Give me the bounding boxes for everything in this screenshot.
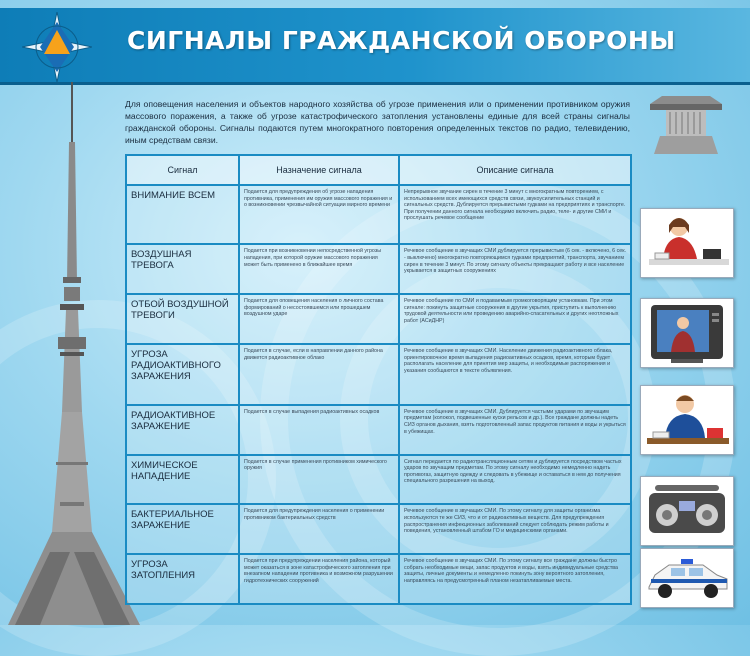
- table-row: [126, 504, 631, 554]
- table-header-row: [126, 155, 631, 185]
- radio-icon: [641, 477, 733, 545]
- official-at-desk-image: [640, 385, 734, 455]
- table-row: [126, 455, 631, 505]
- signal-description: Речевое сообщение по СМИ и подаваемым громкоговорящим установкам. При этом сигнале: покинуть защитные сооружения в другие укрытия, приступить к выполнению трудовой деятельности или проведению аварийно-спасательных и других неотложных работ (АСиДНР): [399, 294, 631, 344]
- signal-description: Сигнал передается по радиотрансляционным сетям и дублируется посредством частых ударов по звучащим предметам. По этому сигналу необходимо немедленно надеть противогаз, защитную одежду и следовать в убежище и оставаться в нем до получения специального разрешения на выход.: [399, 455, 631, 505]
- intro-paragraph: Для оповещения населения и объектов народного хозяйства об угрозе применения или о применении противником оружия массового поражения, а также об угрозе катастрофического затопления установлены единые для всей страны сигналы гражданской обороны. Сигналы подаются путем многократного повторения определенных текстов по радио, телевидению, иным средствам связи.: [125, 99, 630, 145]
- officer-icon: [641, 386, 733, 454]
- signal-name: УГРОЗА ЗАТОПЛЕНИЯ: [126, 554, 239, 604]
- signal-description: Речевое сообщение в звучащих СМИ. По этому сигналу все граждане должны быстро собрать необходимые вещи, запас продуктов и воды, взять индивидуальные средства защиты, личные документы и немедленно покинуть зону вероятного затопления, направляясь на предусмотренный планом незатапливаемые места.: [399, 554, 631, 604]
- signal-name: УГРОЗА РАДИОАКТИВНОГО ЗАРАЖЕНИЯ: [126, 344, 239, 405]
- signal-purpose: Подается для предупреждения об угрозе нападения противника, применения им оружия массового поражения и о возникновении чрезвычайной ситуации мирного времени: [239, 185, 399, 244]
- signal-name: РАДИОАКТИВНОЕ ЗАРАЖЕНИЕ: [126, 405, 239, 455]
- tv-icon: [641, 299, 733, 367]
- column-header-description: Описание сигнала: [399, 155, 631, 185]
- table-row: [126, 405, 631, 455]
- signal-purpose: Подается в случае выпадения радиоактивных осадков: [239, 405, 399, 455]
- signal-description: Непрерывное звучание сирен в течение 3 минут с многократным повторением, с использованием всех имеющихся средств связи, звукоусилительных станций и сигнальных средств. Дублируется прерывистыми гудками на предприятиях и транспорте. При получении данного сигнала необходимо включить радио, теле- и другие СМИ и прослушать речевое сообщение: [399, 185, 631, 244]
- signal-name: ВНИМАНИЕ ВСЕМ: [126, 185, 239, 244]
- page-title: СИГНАЛЫ ГРАЖДАНСКОЙ ОБОРОНЫ: [127, 26, 676, 55]
- table-row: [126, 244, 631, 294]
- signal-purpose: Подается для предупреждения населения о применении противником бактериальных средств: [239, 504, 399, 554]
- table-row: [126, 294, 631, 344]
- signal-name: БАКТЕРИАЛЬНОЕ ЗАРАЖЕНИЕ: [126, 504, 239, 554]
- signal-description: Речевое сообщение в звучащих СМИ. По этому сигналу для защиты организма используются те же СИЗ, что и от радиоактивных веществ. Для предупреждения распространения инфекционных заболеваний следует соблюдать режим работы и поведения, установленный штабом ГО и медицинскими органами.: [399, 504, 631, 554]
- radio-image: [640, 476, 734, 546]
- column-header-signal: Сигнал: [126, 155, 239, 185]
- police-car-icon: [641, 549, 733, 607]
- signal-name: ХИМИЧЕСКОЕ НАПАДЕНИЕ: [126, 455, 239, 505]
- table-row: [126, 554, 631, 604]
- signal-name: ОТБОЙ ВОЗДУШНОЙ ТРЕВОГИ: [126, 294, 239, 344]
- signal-description: Речевое сообщение в звучащих СМИ. Дублируется частыми ударами по звучащим предметам (колокол, подвешенные куски рельсов и др.). Все граждане должны надеть СИЗ органов дыхания, взять подготовленный запас продуктов питания и воды и укрыться в убежищах.: [399, 405, 631, 455]
- signal-purpose: Подается в случае, если в направлении данного района движется радиоактивное облако: [239, 344, 399, 405]
- signal-name: ВОЗДУШНАЯ ТРЕВОГА: [126, 244, 239, 294]
- television-image: [640, 298, 734, 368]
- signal-description: Речевое сообщение в звучащих СМИ дублируется прерывистым (6 сек. - включено, 6 сек. - выключено) многократно повторяющимся гудками предприятий, транспорта, звучанием сирен в течение 3 минут. По этому сигналу объекты прекращают работу и все население укрывается в защитных сооружениях: [399, 244, 631, 294]
- operator-phone-image: [640, 208, 734, 278]
- siren-image: [640, 90, 732, 158]
- signal-purpose: Подается для оповещения населения о личного состава формирований о несостоявшемся или прошедшем воздушном ударе: [239, 294, 399, 344]
- table-row: [126, 185, 631, 244]
- phone-operator-icon: [641, 209, 733, 277]
- signal-purpose: Подается при возникновении непосредственной угрозы нападения, при которой оружие массового поражения может быть применено в ближайшее время: [239, 244, 399, 294]
- police-car-image: [640, 548, 734, 608]
- siren-icon: [640, 90, 732, 158]
- signal-purpose: Подается в случае применения противником химического оружия: [239, 455, 399, 505]
- signal-purpose: Подается при предупреждении населения района, который может оказаться в зоне катастрофического затопления при внезапном нападении противника и возможном разрушении гидротехнических сооружений: [239, 554, 399, 604]
- signal-description: Речевое сообщение в звучащих СМИ. Население движения радиоактивного облака, ориентировочное время выпадения радиоактивных осадков, время, которым будет располагать население для принятия мер защиты, и необходимые распоряжения и указания сообщаются в тексте объявления.: [399, 344, 631, 405]
- table-row: [126, 344, 631, 405]
- signals-table: [125, 154, 632, 605]
- header-banner: [0, 8, 750, 85]
- column-header-purpose: Назначение сигнала: [239, 155, 399, 185]
- civil-defense-emblem: [22, 12, 92, 82]
- star-emblem-icon: [22, 12, 92, 82]
